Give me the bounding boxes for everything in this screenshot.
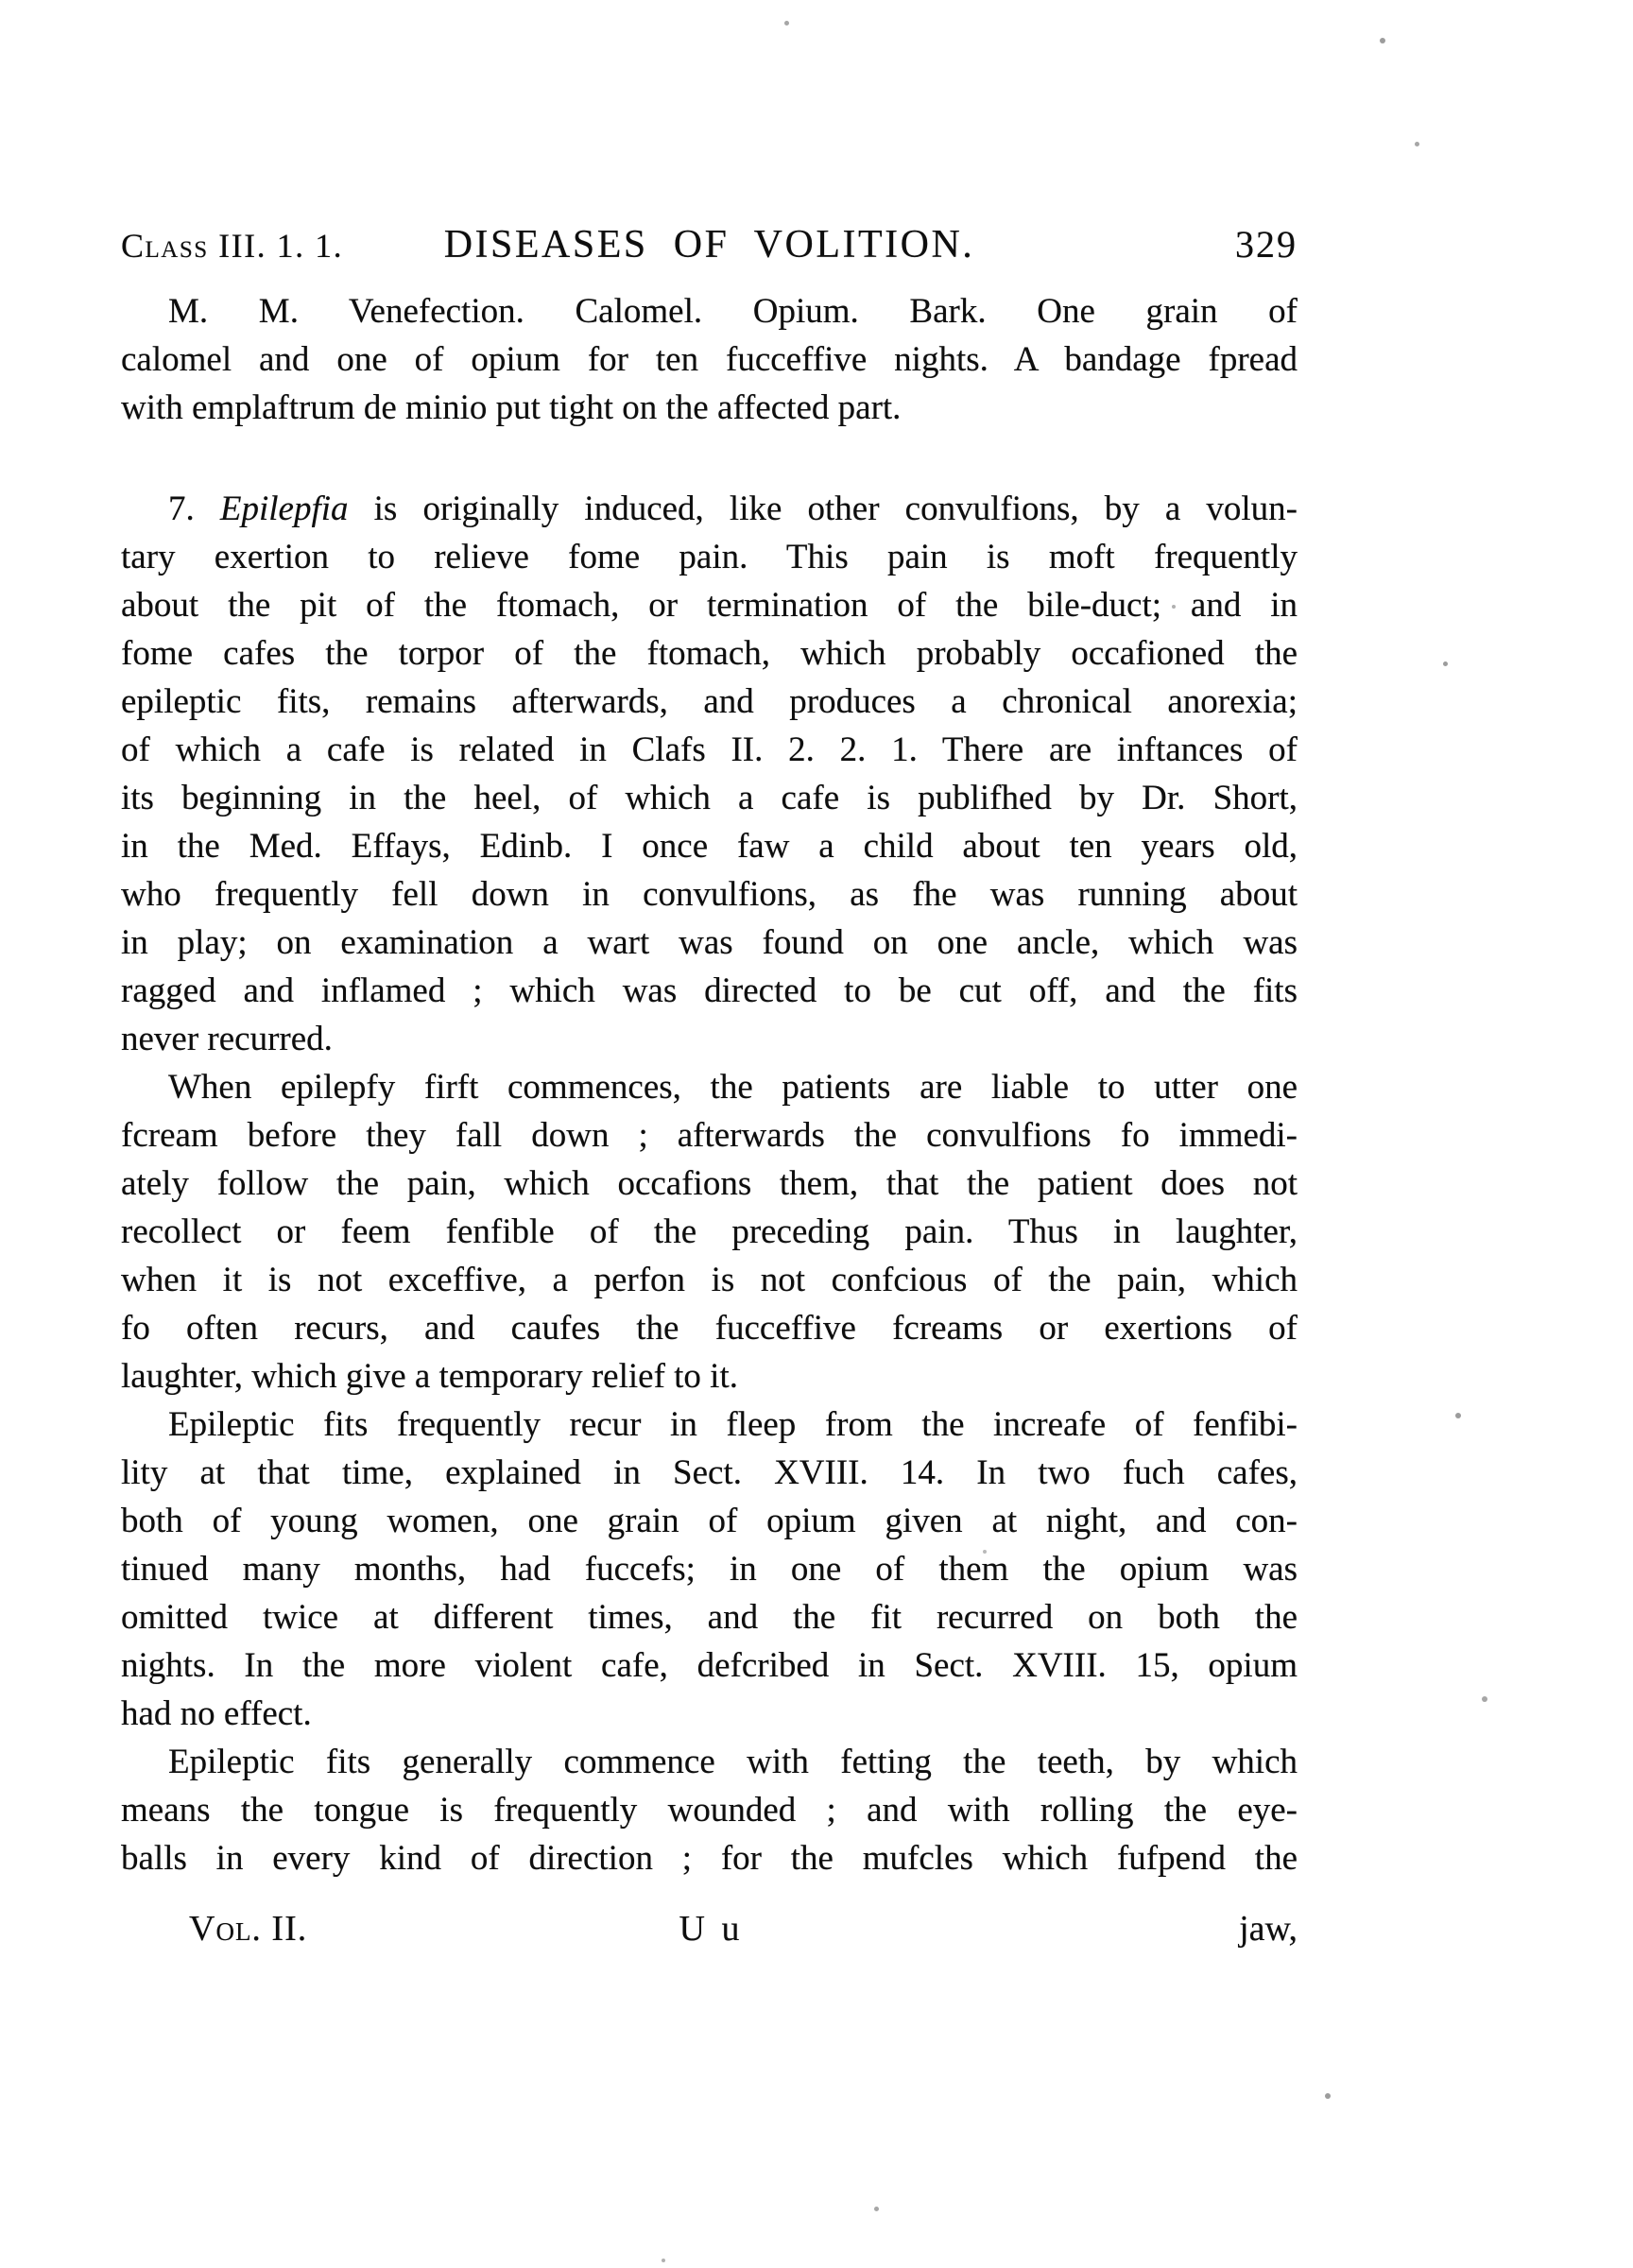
scan-speck: [874, 2207, 879, 2211]
paragraph-5: [121, 1738, 1298, 1882]
text-segment: is originally induced, like other convulfions, by a volun-: [348, 490, 1298, 528]
running-head-class: Class III. 1. 1.: [121, 227, 344, 265]
text-line: in play; on examination a wart was found on one ancle, which was: [121, 923, 1298, 962]
text-line: epileptic fits, remains afterwards, and produces a chronical anorexia;: [121, 682, 1298, 721]
volume-label: Vol. II.: [189, 1909, 308, 1949]
page-number: 329: [1235, 223, 1298, 266]
text-line: calomel and one of opium for ten fucceffive nights. A bandage fpread: [121, 340, 1298, 379]
scan-speck: [1415, 142, 1419, 146]
text-line: about the pit of the ftomach, or termination of the bile-duct; and in: [121, 586, 1298, 625]
paragraph-4: [121, 1400, 1298, 1738]
catchword: jaw,: [1239, 1909, 1298, 1949]
text-line: M. M. Venefection. Calomel. Opium. Bark. One grain of: [168, 292, 1298, 331]
scan-speck: [784, 21, 789, 26]
text-line: omitted twice at different times, and the fit recurred on both the: [121, 1598, 1298, 1637]
scan-speck: [983, 1550, 987, 1554]
scan-speck: [1325, 2093, 1331, 2099]
scan-speck: [662, 2259, 665, 2262]
text-line: nights. In the more violent cafe, defcribed in Sect. XVIII. 15, opium: [121, 1646, 1298, 1685]
text-block: [121, 219, 1298, 1954]
text-line: both of young women, one grain of opium given at night, and con-: [121, 1502, 1298, 1540]
text-line: had no effect.: [121, 1694, 312, 1733]
page-body: [121, 287, 1298, 1882]
text-line: who frequently fell down in convulfions, as fhe was running about: [121, 875, 1298, 914]
text-line: When epilepfy firft commences, the patients are liable to utter one: [168, 1068, 1298, 1107]
running-head-title: DISEASES OF VOLITION.: [443, 223, 975, 266]
text-segment: 7.: [168, 490, 220, 528]
text-line: balls in every kind of direction ; for the mufcles which fufpend the: [121, 1839, 1298, 1878]
paragraph-2: [121, 485, 1298, 1063]
italic-term: Epilepfia: [219, 490, 349, 528]
text-line: recollect or feem fenfible of the preceding pain. Thus in laughter,: [121, 1212, 1298, 1251]
text-line: fo often recurs, and caufes the fucceffive fcreams or exertions of: [121, 1309, 1298, 1348]
signature-mark: U u: [679, 1909, 740, 1949]
paragraph-3: [121, 1063, 1298, 1400]
page-footer: [121, 1903, 1298, 1954]
scan-speck: [1238, 902, 1242, 906]
text-line: lity at that time, explained in Sect. XVIII. 14. In two fuch cafes,: [121, 1453, 1298, 1492]
scan-speck: [1443, 662, 1448, 666]
text-line: its beginning in the heel, of which a cafe is publifhed by Dr. Short,: [121, 779, 1298, 817]
text-line: of which a cafe is related in Clafs II. 2. 2. 1. There are inftances of: [121, 730, 1298, 769]
text-line: with emplaftrum de minio put tight on the affected part.: [121, 388, 902, 427]
text-line: fome cafes the torpor of the ftomach, which probably occafioned the: [121, 634, 1298, 673]
text-line: Epileptic fits generally commence with fetting the teeth, by which: [168, 1743, 1298, 1781]
text-line: means the tongue is frequently wounded ; and with rolling the eye-: [121, 1791, 1298, 1830]
text-line: never recurred.: [121, 1020, 333, 1058]
text-line: [121, 485, 1298, 533]
scan-speck: [1482, 1696, 1487, 1702]
text-line: laughter, which give a temporary relief to it.: [121, 1357, 738, 1396]
text-line: ately follow the pain, which occafions them, that the patient does not: [121, 1164, 1298, 1203]
text-line: when it is not exceffive, a perfon is not confcious of the pain, which: [121, 1261, 1298, 1299]
text-line: tinued many months, had fuccefs; in one of them the opium was: [121, 1550, 1298, 1589]
scan-speck: [1380, 38, 1385, 43]
text-line: fcream before they fall down ; afterwards the convulfions fo immedi-: [121, 1116, 1298, 1155]
page-header: [121, 219, 1298, 270]
text-line: ragged and inflamed ; which was directed to be cut off, and the fits: [121, 971, 1298, 1010]
paragraph-1: [121, 287, 1298, 432]
scan-speck: [1172, 605, 1176, 609]
text-line: in the Med. Effays, Edinb. I once faw a child about ten years old,: [121, 827, 1298, 866]
scan-speck: [1455, 1413, 1461, 1418]
text-line: Epileptic fits frequently recur in fleep from the increafe of fenfibi-: [168, 1405, 1298, 1444]
text-line: tary exertion to relieve fome pain. This pain is moft frequently: [121, 538, 1298, 576]
